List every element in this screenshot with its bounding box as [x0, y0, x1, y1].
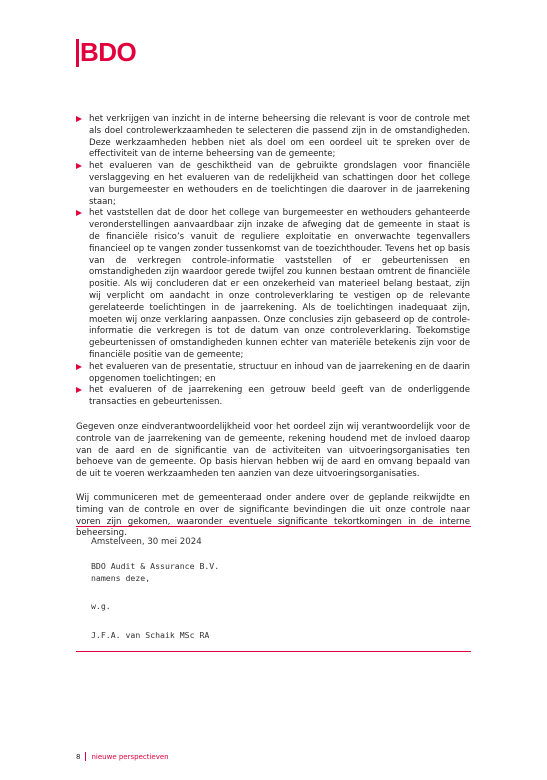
bullet-text: het evalueren van de presentatie, structuur en inhoud van de jaarrekening en de daarin opgenomen toelichtingen; en [89, 361, 470, 384]
triangle-bullet-icon [76, 387, 82, 393]
logo-text: BDO [80, 37, 137, 67]
triangle-bullet-icon [76, 163, 82, 169]
signature-top-rule [76, 526, 471, 527]
page-footer [76, 752, 169, 761]
page-number: 8 [76, 752, 81, 761]
body-content [76, 114, 470, 540]
paragraph-communication: Wij communiceren met de gemeenteraad onder andere over de geplande reikwijdte en timing van de controle en over de significante bevindingen die uit onze controle naar voren zijn gekomen, waaronder eventuele significante tekortkomingen in de interne beheersing. [76, 492, 470, 539]
bullet-text: het evalueren van de geschiktheid van de gebruikte grondslagen voor financiële verslaggeving en het evalueren van de redelijkheid van schattingen door het college van burgemeester en wethouders en de toelichtingen die daarover in de jaarrekening staan; [89, 161, 470, 207]
bullet-text: het verkrijgen van inzicht in de interne beheersing die relevant is voor de controle met als doel controlewerkzaamheden te selecteren die passend zijn in de omstandigheden. Deze werkzaamheden hebben niet als doel om een oordeel uit te spreken over de effectiviteit van de interne beheersing van de gemeente; [89, 114, 470, 160]
bullet-item [76, 362, 470, 386]
bullet-text: het evalueren of de jaarrekening een getrouw beeld geeft van de onderliggende transacties en gebeurtenissen. [89, 385, 470, 408]
signature-signed: w.g. [91, 601, 111, 611]
signature-bottom-rule [76, 651, 471, 652]
bullet-item [76, 114, 470, 161]
signature-name: J.F.A. van Schaik MSc RA [91, 630, 210, 640]
bdo-logo [76, 37, 137, 67]
logo-bar [76, 39, 79, 67]
footer-separator [85, 752, 86, 761]
signature-firm: BDO Audit & Assurance B.V. [91, 561, 220, 571]
triangle-bullet-icon [76, 210, 82, 216]
bullet-text: het vaststellen dat de door het college van burgemeester en wethouders gehanteerde veronderstellingen aanvaardbaar zijn inzake de afweging dat de gemeente in staat is de financiële risico’s vanuit de reguliere exploitatie en onverwachte tegenvallers financieel op te vangen zonder tussenkomst van de toezichthouder. Tevens het op basis van de verkregen controle-informatie vaststellen of er gebeurtenissen en omstandigheden zijn waardoor gerede twijfel zou kunnen bestaan omtrent de financiële positie. Als wij concluderen dat er een onzekerheid van materieel belang bestaat, zijn wij verplicht om aandacht in onze controleverklaring te vestigen op de relevante gerelateerde toelichtingen in de jaarrekening. Als de toelichtingen inadequaat zijn, moeten wij onze verklaring aanpassen. Onze conclusies zijn gebaseerd op de controle-informatie die verkregen is tot de datum van onze controleverklaring. Toekomstige gebeurtenissen of omstandigheden kunnen echter van materiële betekenis zijn voor de financiële positie van de gemeente; [89, 208, 470, 360]
triangle-bullet-icon [76, 364, 82, 370]
paragraph-responsibility: Gegeven onze eindverantwoordelijkheid voor het oordeel zijn wij verantwoordelijk voor de controle van de jaarrekening van de gemeente, rekening houdend met de invloed daarop van de aard en de significantie van de activiteiten van uitvoeringsorganisaties ten behoeve van de gemeente. Op basis hiervan hebben wij de aard en omvang bepaald van de uit te voeren werkzaamheden ten aanzien van deze uitvoeringsorganisaties. [76, 421, 470, 480]
bullet-item [76, 161, 470, 208]
bullet-item [76, 385, 470, 409]
triangle-bullet-icon [76, 116, 82, 122]
footer-tagline: nieuwe perspectieven [91, 752, 169, 761]
signature-date: Amstelveen, 30 mei 2024 [91, 537, 202, 547]
signature-on-behalf: namens deze, [91, 573, 151, 583]
bullet-list [76, 114, 470, 409]
bullet-item [76, 208, 470, 361]
